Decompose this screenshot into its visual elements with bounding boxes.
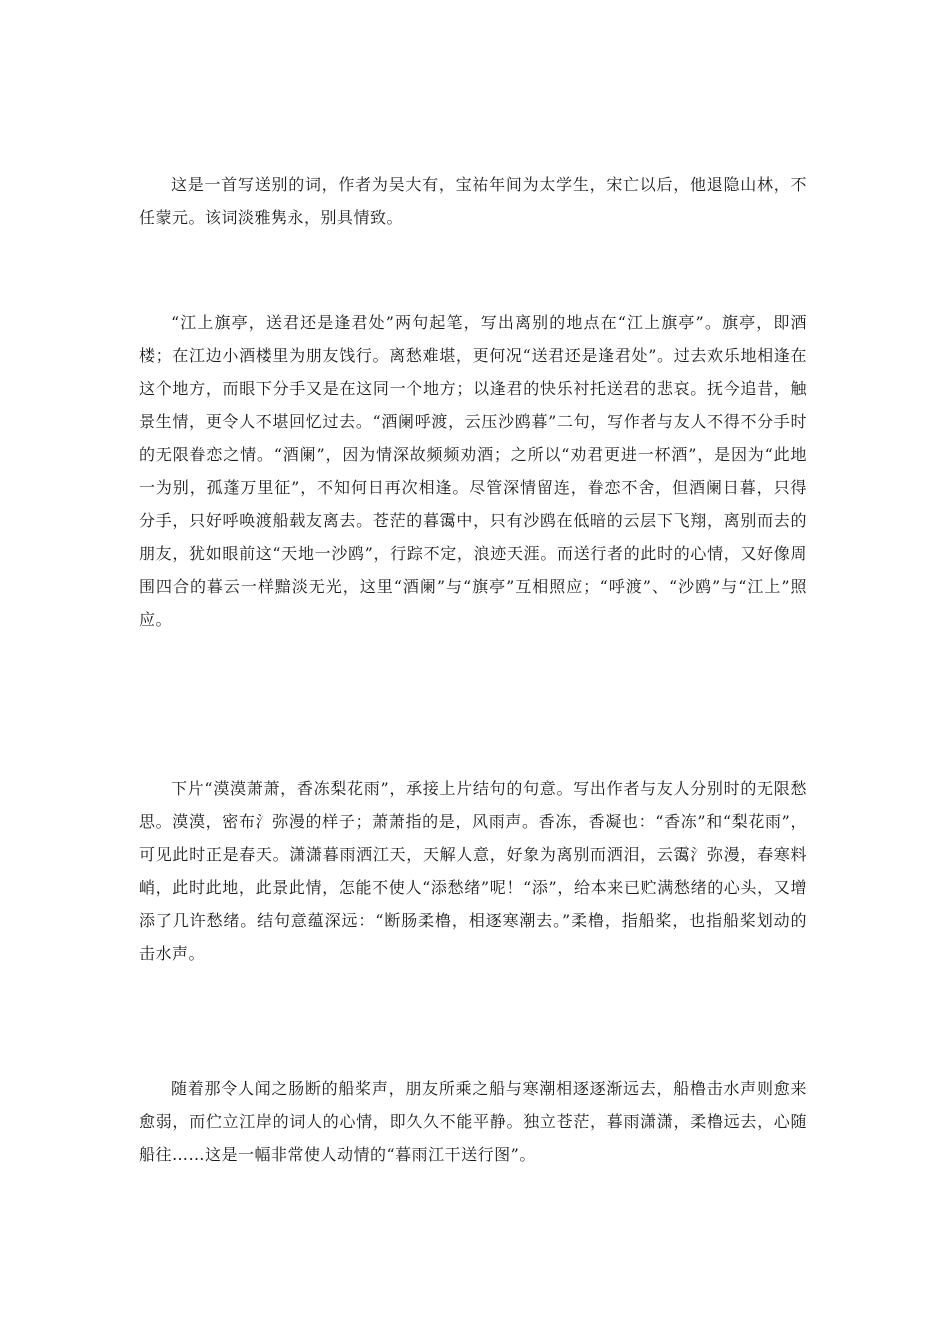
paragraph-first-stanza-analysis: “江上旗亭，送君还是逢君处”两句起笔，写出离别的地点在“江上旗亭”。旗亭，即酒楼；在江边小酒楼里为朋友饯行。离愁难堪，更何况“送君还是逢君处”。过去欢乐地相逢在这个地方，而眼下分手又是在这同一个地方；以逢君的快乐衬托送君的悲哀。抚今追昔，触景生情，更令人不堪回忆过去。“酒阑呼渡，云压沙鸥暮”二句，写作者与友人不得不分手时的无限眷恋之情。“酒阑”，因为情深故频频劝酒；之所以“劝君更进一杯酒”，是因为“此地一为别，孤蓬万里征”，不知何日再次相逢。尽管深情留连，眷恋不舍，但酒阑日暮，只得分手，只好呼唤渡船载友离去。苍茫的暮霭中，只有沙鸥在低暗的云层下飞翔，离别而去的朋友，犹如眼前这“天地一沙鸥”，行踪不定，浪迹天涯。而送行者的此时的心情，又好像周围四合的暮云一样黯淡无光，这里“酒阑”与“旗亭”互相照应；“呼渡”、“沙鸥”与“江上”照应。 [139, 313, 807, 629]
paragraph-conclusion: 随着那令人闻之肠断的船桨声，朋友所乘之船与寒潮相逐逐渐远去，船橹击水声则愈来愈弱，而伫立江岸的词人的心情，即久久不能平静。独立苍茫，暮雨潇潇，柔橹远去，心随船往……这是一幅非常使人动情的“暮雨江干送行图”。 [139, 1079, 807, 1164]
paragraph-second-stanza-analysis: 下片“漠漠萧萧，香冻梨花雨”，承接上片结句的句意。写出作者与友人分别时的无限愁思。漠漠，密布氵弥漫的样子；萧萧指的是，风雨声。香冻，香凝也：“香冻”和“梨花雨”，可见此时正是春天。潇潇暮雨洒江天，天解人意，好象为离别而洒泪，云霭氵弥漫，春寒料峭，此时此地，此景此情，怎能不使人“添愁绪”呢！“添”，给本来已贮满愁绪的心头，又增添了几许愁绪。结句意蕴深远：“断肠柔橹，相逐寒潮去。”柔橹，指船桨，也指船桨划动的击水声。 [139, 779, 807, 963]
paragraph-intro: 这是一首写送别的词，作者为吴大有，宝祐年间为太学生，宋亡以后，他退隐山林，不任蒙元。该词淡雅隽永，别具情致。 [139, 175, 807, 227]
